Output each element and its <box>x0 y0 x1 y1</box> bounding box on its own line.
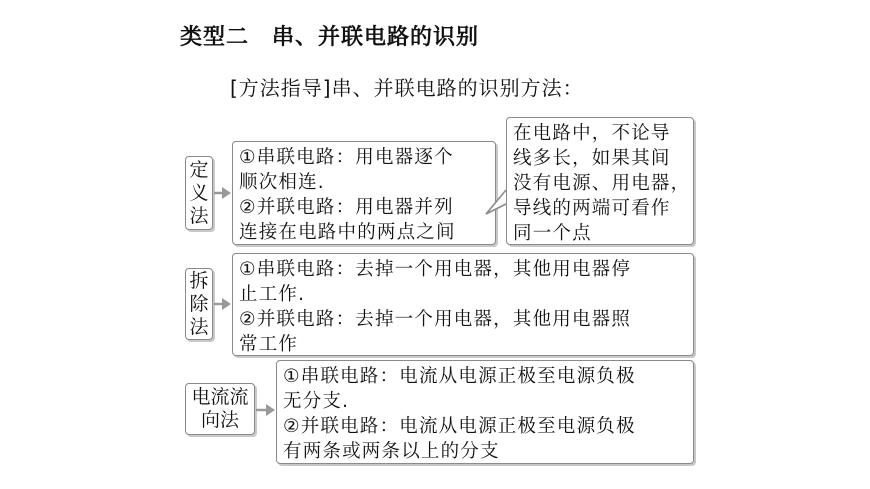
label-char: 义 <box>189 181 209 204</box>
content-line: ①串联电路：用电器逐个 <box>239 147 454 168</box>
label-char: 法 <box>189 315 209 338</box>
removal-method-content <box>232 253 694 356</box>
content-line: ①串联电路：电流从电源正极至电源负极 <box>283 366 636 387</box>
note-line: 同一个点 <box>513 223 592 244</box>
definition-method-label <box>185 156 213 230</box>
content-line: ②并联电路：去掉一个用电器，其他用电器照 <box>239 309 632 330</box>
label-char: 定 <box>189 158 209 181</box>
content-line: 止工作. <box>239 284 306 305</box>
label-char: 法 <box>189 204 209 227</box>
section-title: 类型二 串、并联电路的识别 <box>180 25 480 50</box>
definition-method-content <box>232 141 496 245</box>
content-line: ①串联电路：去掉一个用电器，其他用电器停 <box>239 259 632 280</box>
arrow-right-icon <box>256 404 275 416</box>
content-line: 无分支. <box>283 391 350 412</box>
content-line: ②并联电路：电流从电源正极至电源负极 <box>283 416 636 437</box>
arrow-right-icon <box>214 298 231 310</box>
note-line: 导线的两端可看作 <box>513 198 671 219</box>
content-line: 有两条或两条以上的分支 <box>283 441 500 462</box>
content-line: 连接在电路中的两点之间 <box>239 222 456 243</box>
note-line: 没有电源、用电器， <box>513 173 691 194</box>
method-guide-heading: [方法指导]串、并联电路的识别方法： <box>230 76 584 100</box>
current-flow-method-label <box>185 383 255 435</box>
label-line: 电流流 <box>191 386 249 408</box>
removal-method-label <box>185 268 213 340</box>
note-callout <box>506 117 694 245</box>
content-line: ②并联电路：用电器并列 <box>239 197 454 218</box>
current-flow-method-content <box>276 360 694 464</box>
label-char: 拆 <box>189 269 209 292</box>
label-line: 向法 <box>200 409 239 431</box>
note-line: 线多长，如果其间 <box>513 148 671 169</box>
label-char: 除 <box>189 292 209 315</box>
note-line: 在电路中，不论导 <box>513 123 671 144</box>
arrow-right-icon <box>214 187 231 199</box>
content-line: 常工作 <box>239 334 299 355</box>
content-line: 顺次相连. <box>239 172 325 193</box>
